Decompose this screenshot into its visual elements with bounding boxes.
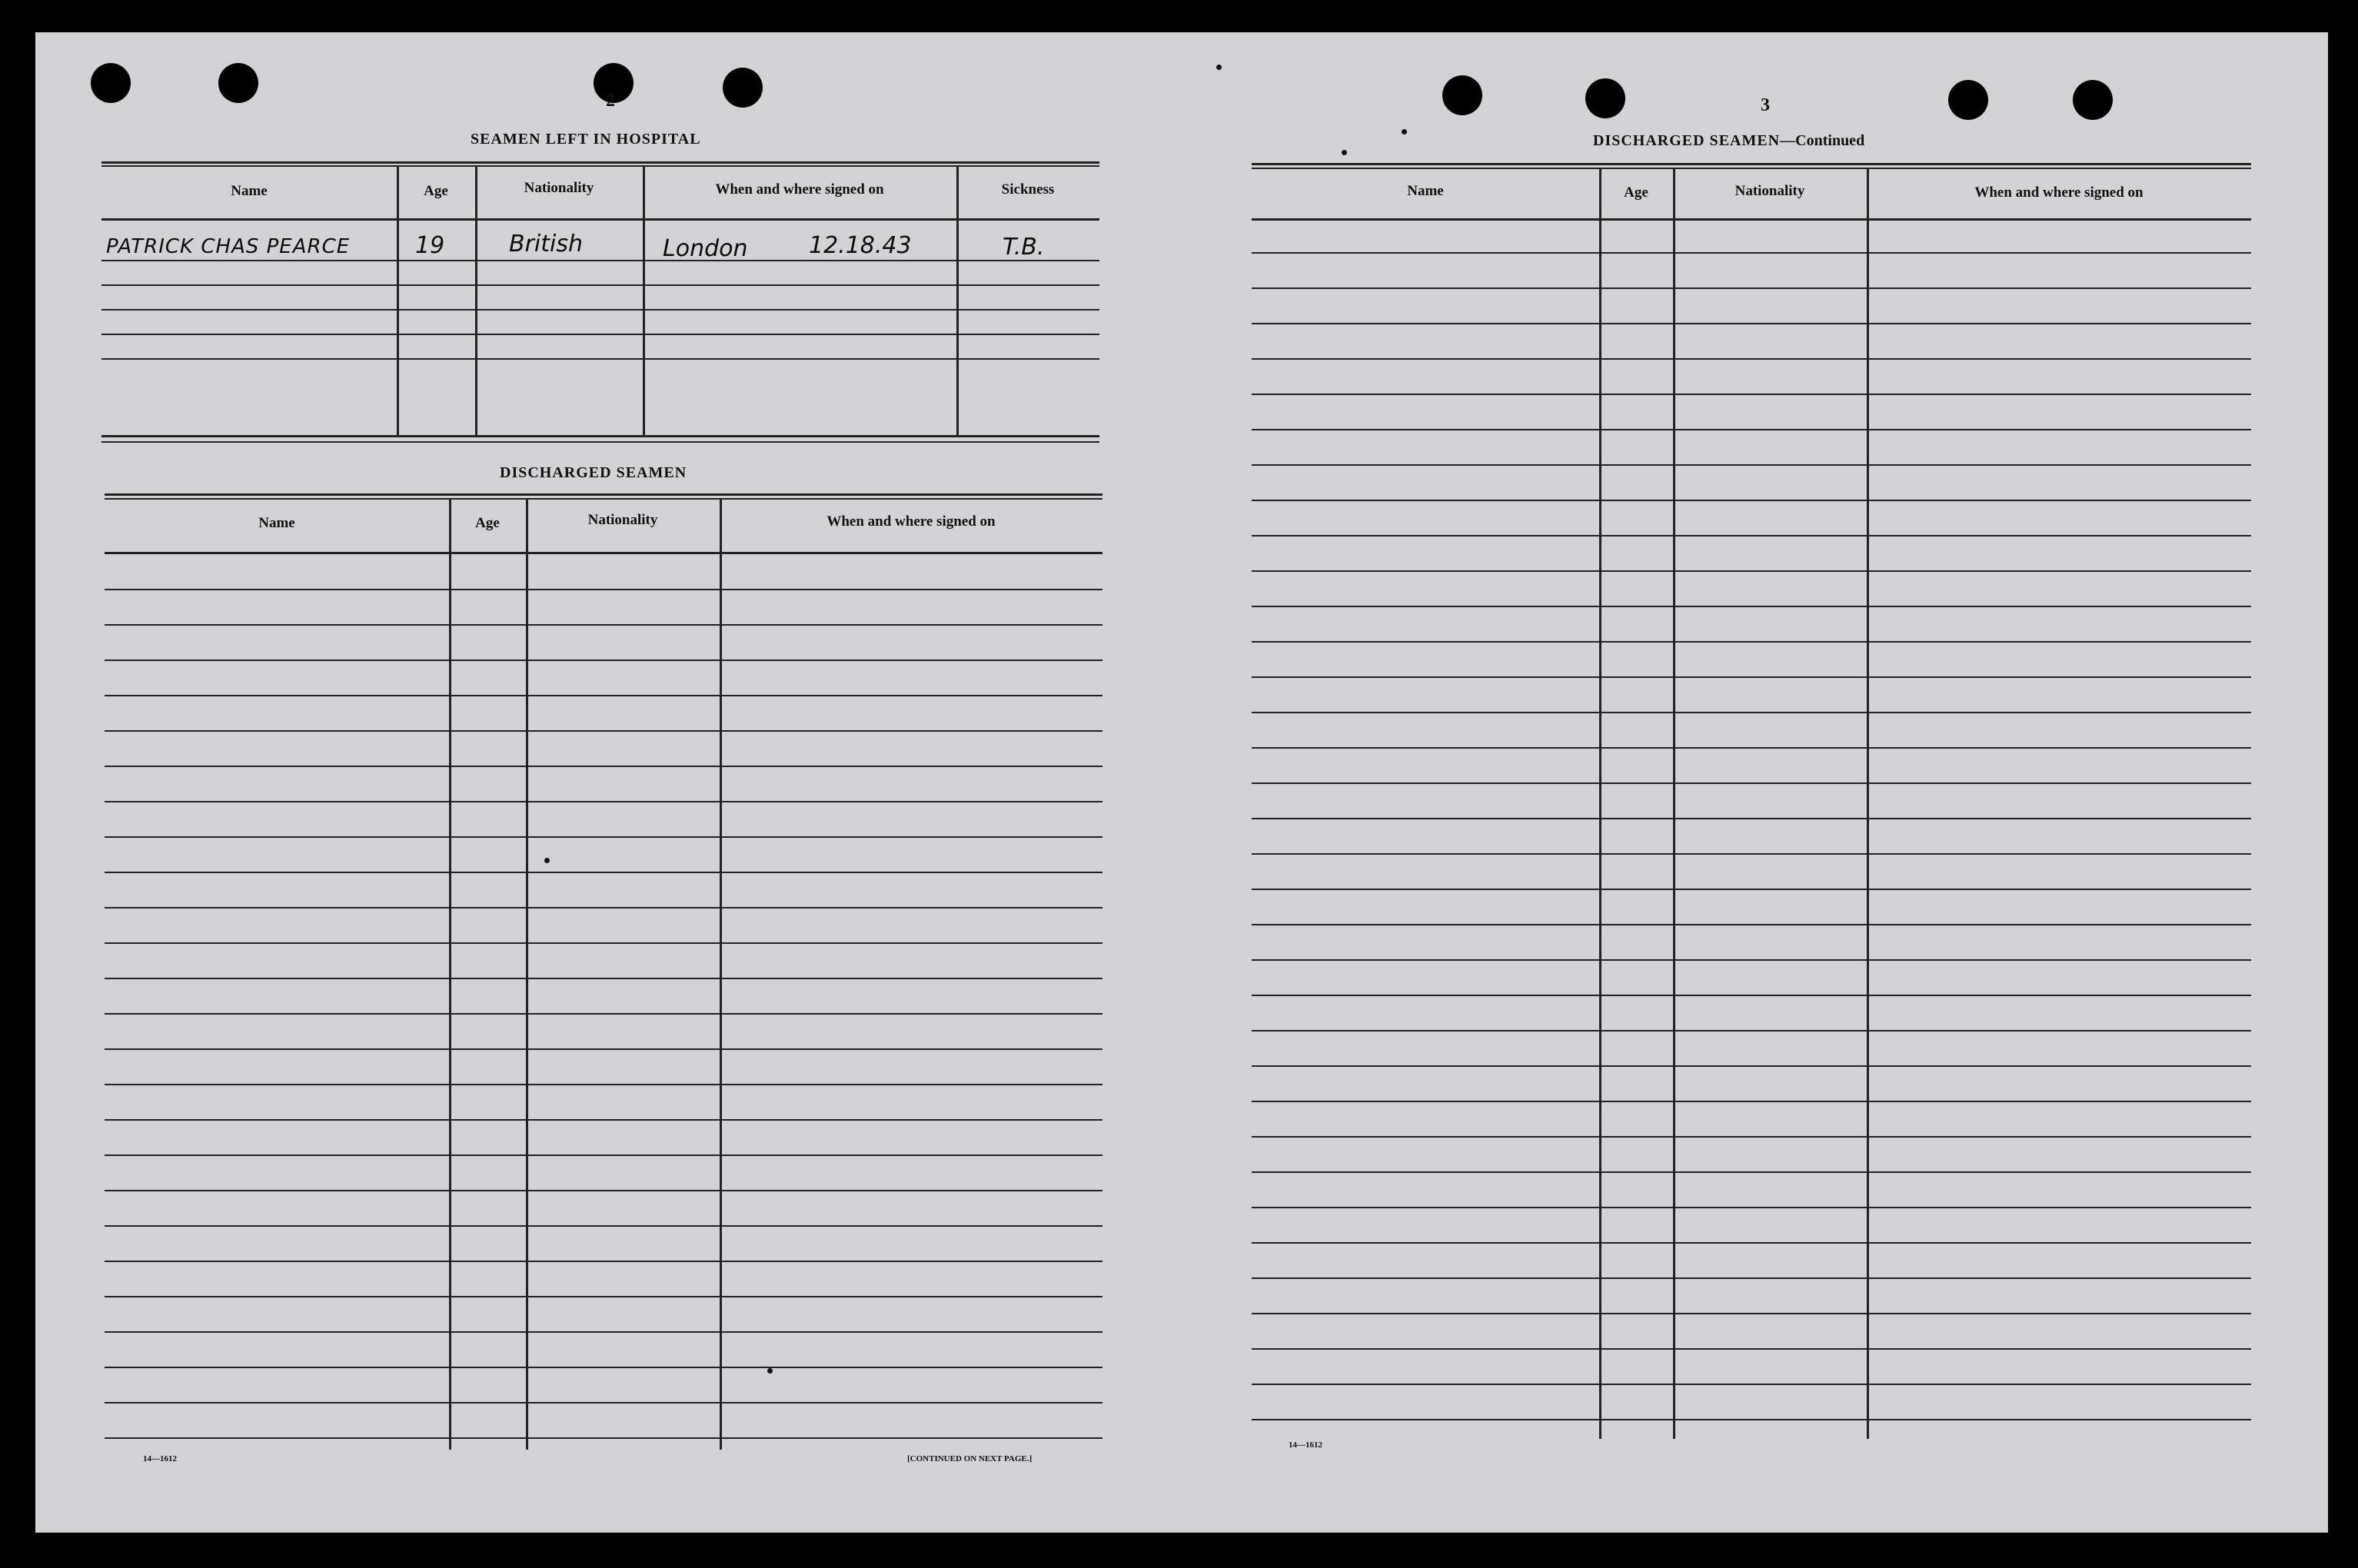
- column-header-nationality: Nationality: [1734, 183, 1805, 199]
- column-divider: [449, 500, 451, 1450]
- column-header-age: Age: [424, 183, 448, 199]
- ruled-line: [105, 659, 1103, 661]
- column-header-nationality: Nationality: [524, 180, 594, 196]
- column-header-nationality: Nationality: [587, 512, 658, 528]
- table-rule: [1252, 218, 2251, 221]
- table-rule: [101, 435, 1099, 437]
- ruled-line: [1252, 394, 2251, 395]
- ruled-line: [1252, 1348, 2251, 1350]
- ruled-line: [105, 589, 1103, 590]
- punch-hole: [218, 63, 258, 103]
- ruled-line: [1252, 818, 2251, 819]
- form-number: 14—1612: [1289, 1440, 1322, 1450]
- ruled-line: [1252, 1171, 2251, 1173]
- ruled-line: [1252, 747, 2251, 749]
- signed-on-date: 12.18.43: [809, 232, 912, 259]
- column-divider: [720, 500, 722, 1450]
- ruled-line: [1252, 429, 2251, 430]
- seaman-nationality: British: [509, 231, 583, 257]
- ink-speck: [1216, 65, 1222, 70]
- ink-speck: [1342, 150, 1347, 155]
- table-rule: [101, 161, 1099, 164]
- signed-on-place: London: [663, 235, 748, 262]
- ruled-line: [105, 801, 1103, 802]
- ruled-line: [105, 1119, 1103, 1121]
- column-header-age: Age: [475, 515, 500, 531]
- table-rule: [101, 358, 1099, 360]
- ruled-line: [1252, 1207, 2251, 1208]
- ruled-line: [1252, 464, 2251, 466]
- column-divider: [526, 500, 528, 1450]
- ruled-line: [105, 1261, 1103, 1262]
- ruled-line: [105, 1190, 1103, 1191]
- ruled-line: [1252, 1136, 2251, 1138]
- ruled-line: [105, 978, 1103, 979]
- ruled-line: [105, 907, 1103, 909]
- punch-hole: [723, 68, 763, 108]
- ruled-line: [1252, 712, 2251, 713]
- ruled-line: [1252, 1384, 2251, 1385]
- table-rule: [101, 309, 1099, 311]
- column-header-signed-on: When and where signed on: [1974, 184, 2143, 201]
- ruled-line: [105, 1402, 1103, 1404]
- section-title: [1593, 132, 1864, 150]
- section-title-suffix: —Continued: [1780, 132, 1865, 149]
- section-title: SEAMEN LEFT IN HOSPITAL: [471, 131, 701, 148]
- page-number: 3: [1761, 95, 1770, 115]
- table-rule: [105, 552, 1103, 554]
- table-rule: [101, 165, 1099, 167]
- discharged-table: [105, 493, 1103, 1447]
- punch-hole: [1442, 75, 1482, 115]
- section-title: DISCHARGED SEAMEN: [500, 464, 687, 481]
- ruled-line: [1252, 1242, 2251, 1244]
- ruled-line: [1252, 535, 2251, 537]
- ruled-line: [1252, 1030, 2251, 1031]
- ruled-line: [105, 766, 1103, 767]
- seaman-name: PATRICK CHAS PEARCE: [106, 235, 351, 258]
- table-rule: [101, 284, 1099, 286]
- ruled-line: [105, 730, 1103, 732]
- ink-speck: [1402, 129, 1407, 135]
- ruled-line: [105, 695, 1103, 696]
- table-rule: [101, 441, 1099, 443]
- ruled-line: [105, 1437, 1103, 1439]
- ruled-line: [105, 1225, 1103, 1227]
- punch-hole: [2073, 80, 2113, 120]
- discharged-table-continued: [1252, 163, 2251, 1431]
- ruled-line: [105, 1013, 1103, 1015]
- sickness-value: T.B.: [1003, 234, 1045, 261]
- ruled-line: [1252, 853, 2251, 855]
- page-number: 2: [606, 91, 615, 111]
- ruled-line: [1252, 995, 2251, 996]
- ruled-line: [1252, 924, 2251, 925]
- column-header-name: Name: [231, 183, 268, 199]
- ruled-line: [1252, 358, 2251, 360]
- ruled-line: [1252, 782, 2251, 784]
- ruled-line: [105, 942, 1103, 944]
- ruled-line: [1252, 252, 2251, 254]
- ruled-line: [1252, 323, 2251, 324]
- table-rule: [105, 493, 1103, 496]
- ruled-line: [1252, 959, 2251, 961]
- table-rule: [1252, 168, 2251, 169]
- ruled-line: [1252, 500, 2251, 501]
- ruled-line: [105, 1296, 1103, 1297]
- ruled-line: [105, 1367, 1103, 1368]
- column-divider: [956, 166, 959, 437]
- ruled-line: [1252, 1313, 2251, 1314]
- table-rule: [101, 334, 1099, 335]
- ruled-line: [105, 1154, 1103, 1156]
- ruled-line: [105, 1048, 1103, 1050]
- ruled-line: [1252, 641, 2251, 643]
- table-rule: [101, 218, 1099, 221]
- column-header-name: Name: [1407, 183, 1444, 199]
- ruled-line: [1252, 1277, 2251, 1279]
- punch-hole: [1585, 78, 1625, 118]
- ruled-line: [105, 1331, 1103, 1333]
- ruled-line: [1252, 287, 2251, 289]
- column-divider: [397, 166, 399, 437]
- column-header-name: Name: [258, 515, 295, 531]
- table-rule: [101, 260, 1099, 261]
- ruled-line: [105, 872, 1103, 873]
- ruled-line: [1252, 1101, 2251, 1102]
- punch-hole: [1948, 80, 1988, 120]
- ruled-line: [1252, 570, 2251, 572]
- ruled-line: [1252, 606, 2251, 607]
- punch-hole: [91, 63, 131, 103]
- ruled-line: [1252, 889, 2251, 890]
- column-divider: [475, 166, 477, 437]
- column-header-signed-on: When and where signed on: [715, 181, 884, 198]
- ruled-line: [105, 836, 1103, 838]
- ruled-line: [1252, 676, 2251, 678]
- ruled-line: [105, 624, 1103, 626]
- column-header-age: Age: [1624, 184, 1648, 201]
- form-number: 14—1612: [143, 1454, 177, 1463]
- column-header-signed-on: When and where signed on: [826, 513, 996, 530]
- column-divider: [643, 166, 645, 437]
- table-rule: [1252, 163, 2251, 165]
- ruled-line: [105, 1084, 1103, 1085]
- ruled-line: [1252, 1065, 2251, 1067]
- hospital-table: [101, 161, 1099, 446]
- seaman-age: 19: [415, 232, 445, 259]
- continued-note: [CONTINUED ON NEXT PAGE.]: [907, 1454, 1033, 1463]
- ruled-line: [1252, 1419, 2251, 1420]
- table-rule: [105, 498, 1103, 500]
- column-header-sickness: Sickness: [1001, 181, 1055, 198]
- section-title-text: DISCHARGED SEAMEN: [1593, 132, 1781, 149]
